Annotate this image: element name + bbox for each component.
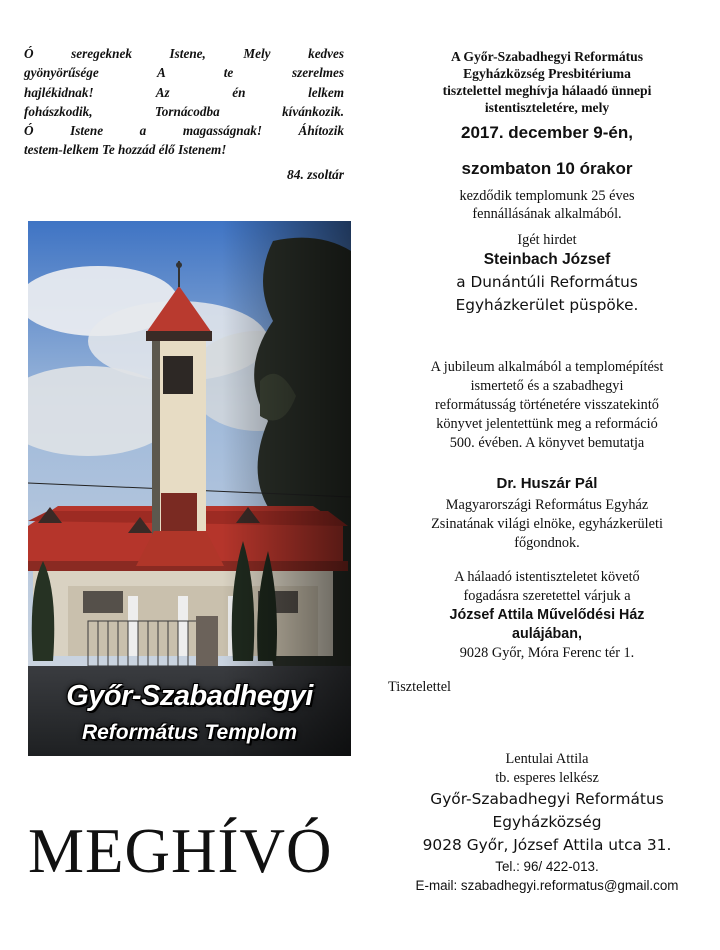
event-time: szombaton 10 órakor — [461, 159, 633, 178]
org-name-line: Győr-Szabadhegyi Református — [430, 790, 664, 808]
preach-label: Igét hirdet — [517, 232, 577, 248]
venue-address: 9028 Győr, Móra Ferenc tér 1. — [459, 645, 635, 661]
event-occasion — [378, 187, 716, 223]
heading-line: Egyházközség Presbitériuma — [463, 66, 631, 81]
church-photo — [28, 221, 351, 756]
photo-caption-title: Győr-Szabadhegyi — [66, 680, 313, 712]
presenter-role-line: főgondnok. — [514, 535, 580, 551]
invitation-title: MEGHÍVÓ — [28, 816, 333, 886]
heading-line: A Győr-Szabadhegyi Református — [450, 49, 644, 64]
psalm-line: Ó seregeknek Istene, Mely kedves — [24, 46, 344, 61]
presenter-role — [378, 496, 716, 553]
org-name-line: Egyházközség — [492, 813, 602, 831]
signer-title: tb. esperes lelkész — [495, 770, 599, 786]
heading-line: tisztelettel meghívja hálaadó ünnepi — [442, 83, 652, 98]
signer-name: Lentulai Attila — [505, 751, 589, 767]
presenter-role-line: Zsinatának világi elnöke, egyházkerületi — [431, 516, 663, 532]
psalm-line: testem-lelkem Te hozzád élő Istenem! — [24, 142, 227, 158]
venue-line: József Attila Művelődési Ház — [449, 607, 645, 623]
org-phone: Tel.: 96/ 422-013. — [495, 859, 599, 874]
book-line: 500. évében. A könyvet bemutatja — [449, 435, 645, 451]
presenter-name: Dr. Huszár Pál — [496, 475, 598, 492]
book-line: ismertető és a szabadhegyi — [470, 378, 624, 394]
photo-caption-subtitle: Református Templom — [81, 721, 298, 744]
book-line: reformátusság történetére visszatekintő — [435, 397, 659, 413]
signature-block — [378, 750, 716, 895]
psalm-line: hajlékidnak! Az én lelkem — [24, 84, 344, 100]
preacher-role-line: a Dunántúli Református — [456, 273, 638, 291]
presenter-role-line: Magyarországi Református Egyház — [445, 497, 649, 513]
psalm-line: gyönyörűsége A te szerelmes — [24, 65, 344, 81]
church-illustration — [28, 221, 351, 756]
org-email: E-mail: szabadhegyi.reformatus@gmail.com — [415, 878, 679, 893]
occasion-line: fennállásának alkalmából. — [472, 206, 622, 222]
psalm-reference: 84. zsoltár — [286, 167, 344, 182]
preacher-name: Steinbach József — [483, 251, 611, 268]
psalm-line: Ó Istene a magasságnak! Áhítozik — [24, 123, 344, 139]
book-announcement — [378, 358, 716, 453]
event-date: 2017. december 9-én, — [461, 123, 633, 142]
org-address: 9028 Győr, József Attila utca 31. — [422, 836, 672, 854]
psalm-quote — [24, 44, 344, 160]
psalm-line: fohászkodik, Tornácodba kívánkozik. — [24, 103, 344, 119]
book-line: könyvet jelentettünk meg a reformáció — [436, 416, 658, 432]
regards: Tisztelettel — [388, 679, 452, 695]
preacher-role — [378, 271, 716, 317]
reception-info — [378, 568, 716, 663]
book-line: A jubileum alkalmából a templomépítést — [430, 359, 664, 375]
venue-line: aulájában, — [512, 626, 582, 642]
reception-line: fogadásra szeretettel várjuk a — [463, 588, 631, 604]
preacher-role-line: Egyházkerület püspöke. — [455, 296, 639, 314]
heading-line: istentiszteletére, mely — [484, 100, 610, 115]
reception-line: A hálaadó istentiszteletet követő — [454, 569, 640, 585]
occasion-line: kezdődik templomunk 25 éves — [459, 188, 635, 204]
invitation-heading — [378, 48, 716, 116]
